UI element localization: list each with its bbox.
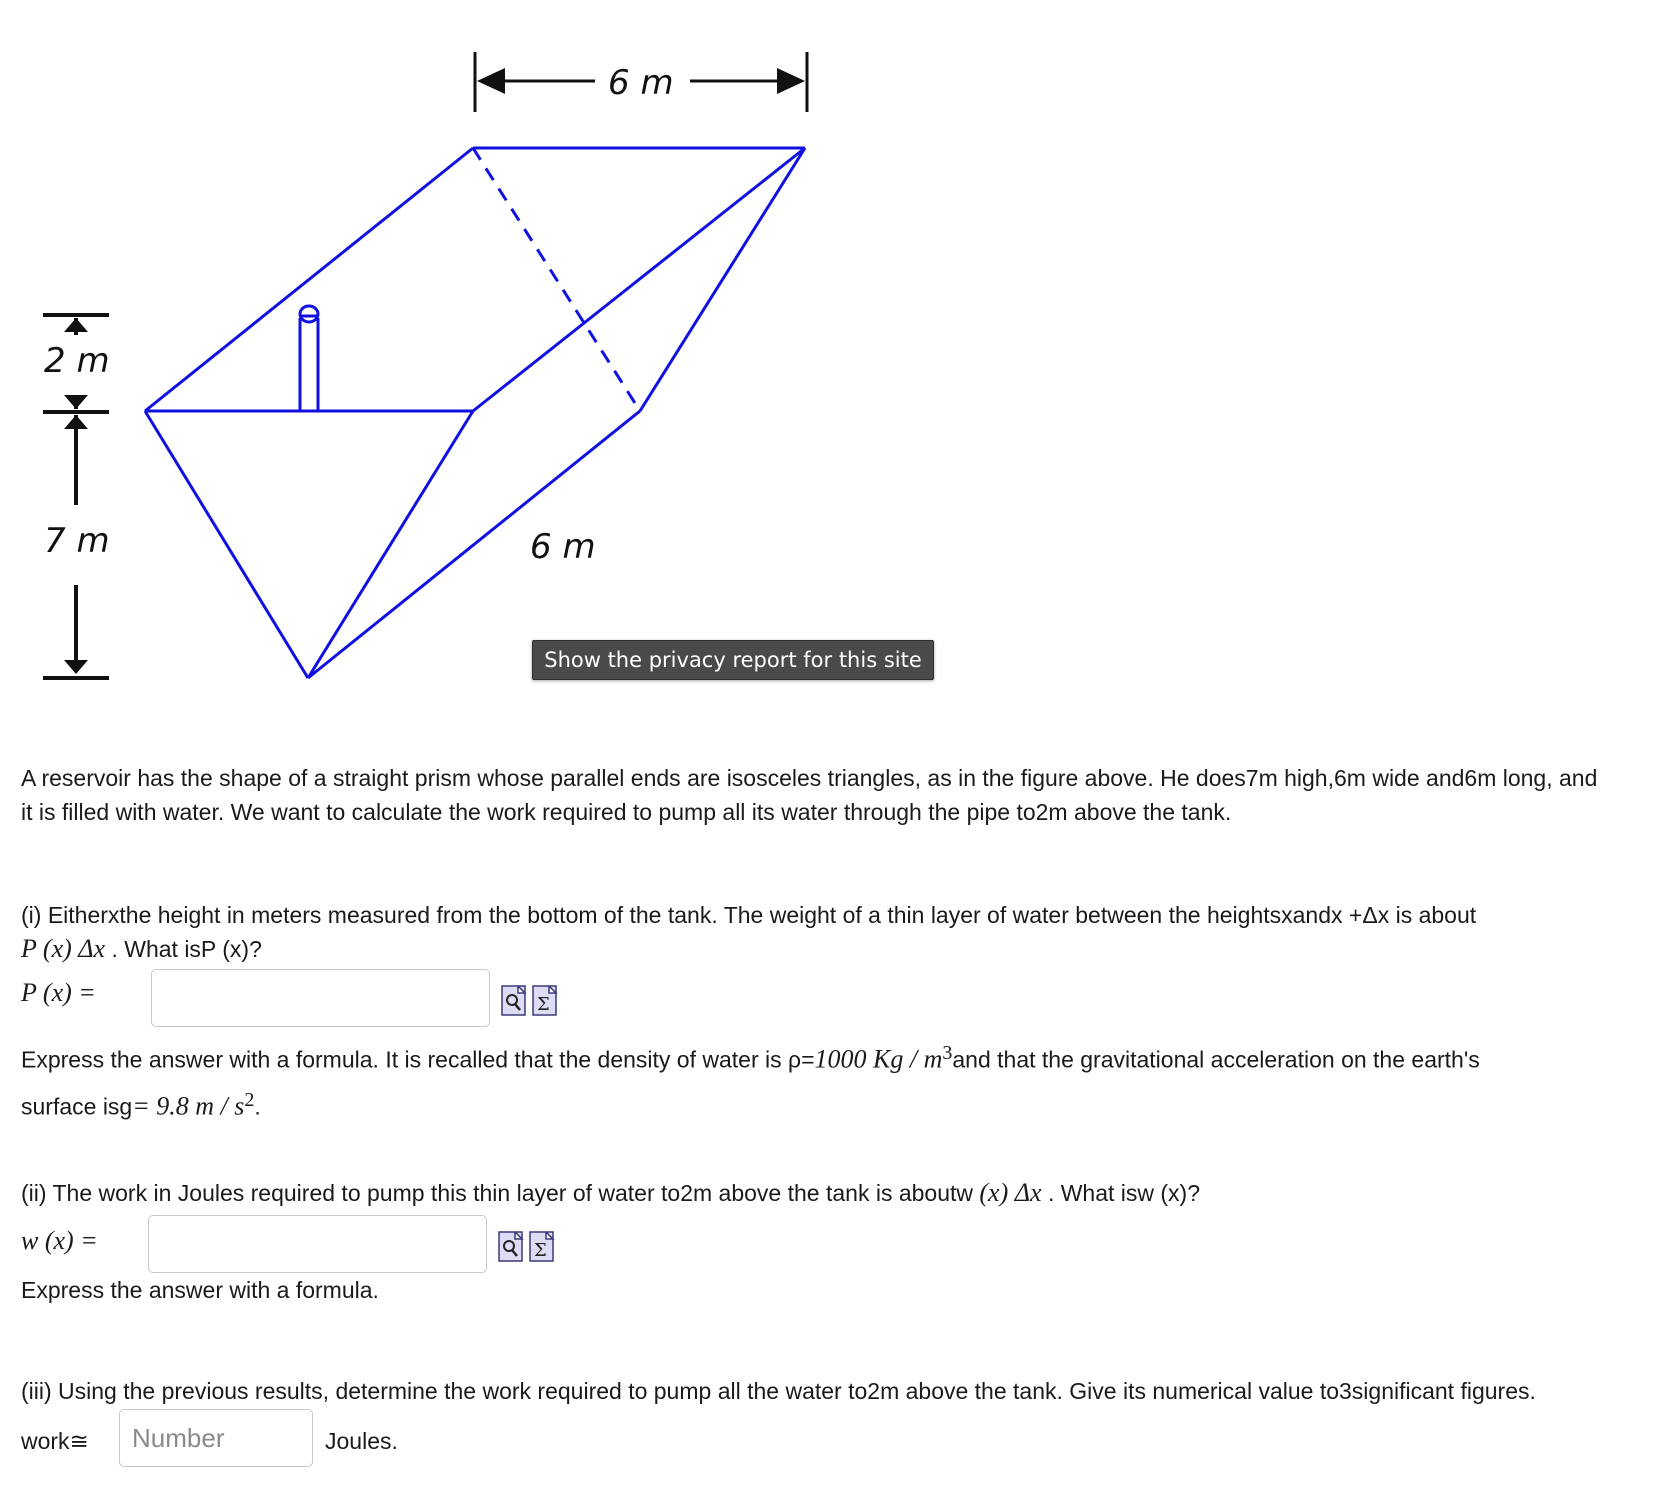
tank-height-label: 7 m bbox=[44, 521, 110, 561]
density-text: Express the answer with a formula. It is recalled that the density of water is ρ= bbox=[21, 1046, 815, 1073]
joules-unit-label: Joules. bbox=[325, 1428, 398, 1454]
svg-text:Σ: Σ bbox=[534, 1240, 547, 1261]
preview-icon[interactable] bbox=[501, 983, 528, 1017]
part-1-line-2 bbox=[21, 932, 1661, 966]
work-label: work≅ bbox=[21, 1428, 89, 1454]
problem-intro bbox=[21, 761, 1661, 829]
intro-line-2: it is filled with water. We want to calculate the work required to pump all its water through the pipe to2m above the tank. bbox=[21, 799, 1232, 825]
length-label: 6 m bbox=[530, 527, 596, 567]
formula-editor-icon[interactable] bbox=[529, 1229, 556, 1263]
p-of-x-label: P (x) = bbox=[21, 978, 96, 1007]
p-of-x-input[interactable] bbox=[151, 969, 490, 1027]
work-number-input[interactable] bbox=[119, 1409, 313, 1467]
preview-icon[interactable] bbox=[498, 1229, 525, 1263]
part-1-question-text: . What isP (x)? bbox=[111, 936, 262, 962]
gravity-exponent: 2 bbox=[244, 1088, 255, 1111]
part-2-question bbox=[21, 1176, 1661, 1210]
part-1-question bbox=[21, 898, 1661, 966]
part-3-question: (iii) Using the previous results, determine the work required to pump all the water to2m above the tank. Give its numerical value to3significant figures. bbox=[21, 1378, 1536, 1404]
part-1-line-1: (i) Eitherxthe height in meters measured from the bottom of the tank. The weight of a thin layer of water between the heightsxandx +Δx is about bbox=[21, 902, 1477, 928]
svg-text:Σ: Σ bbox=[537, 994, 550, 1015]
part-2-text: (ii) The work in Joules required to pump this thin layer of water to2m above the tank is aboutw bbox=[21, 1180, 973, 1206]
weight-expression: P (x) Δx bbox=[21, 934, 106, 963]
privacy-report-tooltip: Show the privacy report for this site bbox=[532, 640, 934, 680]
pipe bbox=[300, 306, 318, 411]
part-1-note-line-1 bbox=[21, 1033, 1661, 1080]
top-width-label: 6 m bbox=[608, 63, 674, 103]
gravity-text: and that the gravitational acceleration on the earth's bbox=[952, 1046, 1480, 1073]
pipe-height-label: 2 m bbox=[44, 341, 110, 381]
reservoir-figure bbox=[0, 0, 960, 700]
w-of-x-input[interactable] bbox=[148, 1215, 487, 1273]
surface-text: surface isg bbox=[21, 1093, 133, 1120]
part-1-note-line-2 bbox=[21, 1080, 1661, 1127]
part-2-note: Express the answer with a formula. bbox=[21, 1277, 379, 1303]
intro-line-1: A reservoir has the shape of a straight prism whose parallel ends are isosceles triangles, as in the figure above. He does7m high,6m wide and6m long, and bbox=[21, 765, 1598, 791]
prism-tank bbox=[145, 148, 805, 678]
period: . bbox=[254, 1093, 261, 1120]
part-1-note bbox=[21, 1033, 1661, 1126]
part-2-question-text: . What isw (x)? bbox=[1047, 1180, 1201, 1206]
density-value: 1000 Kg / m bbox=[814, 1044, 943, 1074]
work-expression: (x) Δx bbox=[979, 1178, 1042, 1207]
formula-editor-icon[interactable] bbox=[532, 983, 559, 1017]
w-of-x-label: w (x) = bbox=[21, 1226, 98, 1255]
gravity-value: = 9.8 m / s bbox=[132, 1091, 245, 1121]
density-exponent: 3 bbox=[942, 1042, 953, 1064]
